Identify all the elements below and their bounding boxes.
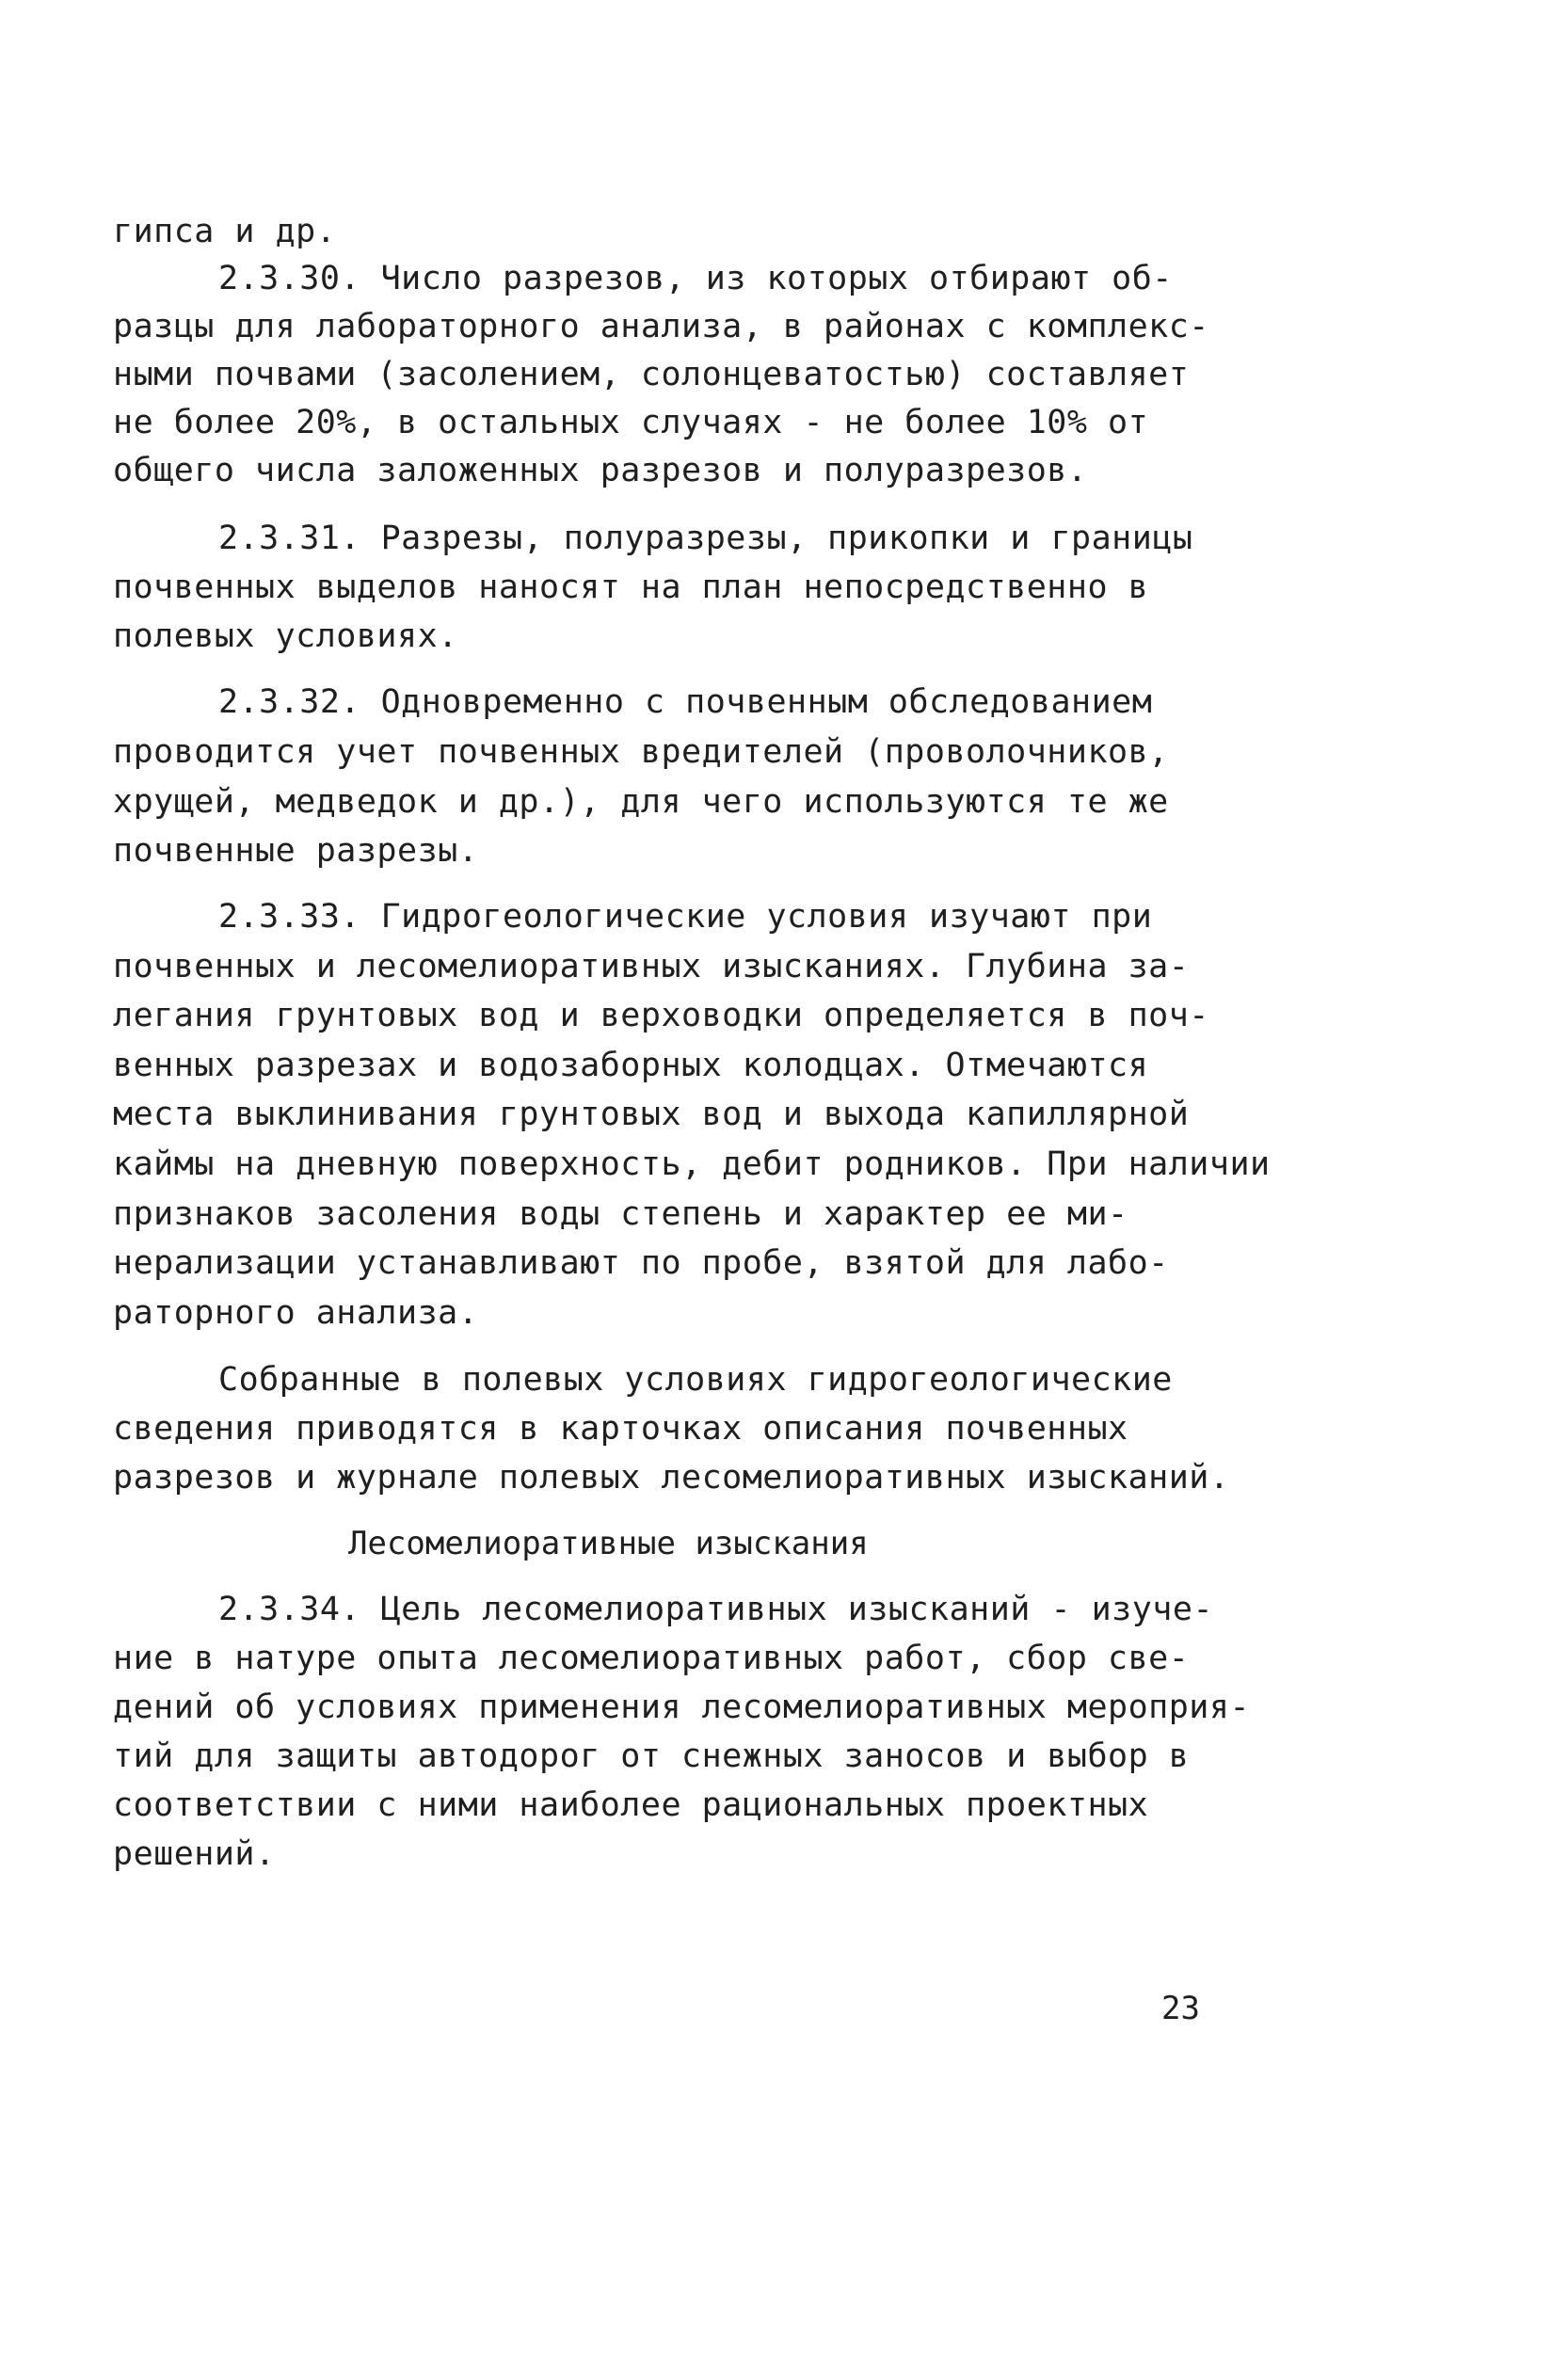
text-line: нерализации устанавливают по пробе, взятой для лабо- [113,1244,1169,1282]
paragraph-start-line: Собранные в полевых условиях гидрогеологические [218,1361,1173,1399]
section-2-3-31-line: 2.3.31. Разрезы, полуразрезы, прикопки и границы [218,520,1193,557]
text-line: почвенные разрезы. [113,832,479,870]
text-line: полевых условиях. [113,617,458,655]
text-line: хрущей, медведок и др.), для чего используются те же [113,783,1169,821]
text-line: венных разрезах и водозаборных колодцах. Отмечаются [113,1047,1149,1084]
text-line: гипса и др. [113,213,337,250]
text-line: легания грунтовых вод и верховодки определяется в поч- [113,997,1209,1034]
text-line: почвенных и лесомелиоративных изысканиях. Глубина за- [113,948,1190,985]
text-line: общего числа заложенных разрезов и полуразрезов. [113,452,1088,489]
text-line: места выклинивания грунтовых вод и выхода капиллярной [113,1096,1190,1133]
text-line: ными почвами (засолением, солонцеватостью) составляет [113,356,1190,393]
section-2-3-33-line: 2.3.33. Гидрогеологические условия изучают при [218,898,1153,936]
section-heading: Лесомелиоративные изыскания [348,1525,869,1562]
section-2-3-34-line: 2.3.34. Цель лесомелиоративных изысканий - изуче- [218,1591,1214,1628]
text-line: проводится учет почвенных вредителей (проволочников, [113,733,1169,771]
text-line: каймы на дневную поверхность, дебит родников. При наличии [113,1145,1271,1183]
text-line: разрезов и журнале полевых лесомелиоративных изысканий. [113,1459,1230,1497]
text-line: соответствии с ними наиболее рациональных проектных [113,1786,1149,1824]
text-line: раторного анализа. [113,1294,479,1332]
text-line: разцы для лабораторного анализа, в районах с комплекс- [113,308,1209,345]
text-line: ние в натуре опыта лесомелиоративных работ, сбор све- [113,1640,1190,1677]
text-line: дений об условиях применения лесомелиоративных мероприя- [113,1689,1251,1726]
section-2-3-30-line: 2.3.30. Число разрезов, из которых отбирают об- [218,260,1173,297]
text-line: сведения приводятся в карточках описания почвенных [113,1410,1128,1448]
text-line: не более 20%, в остальных случаях - не более 10% от [113,404,1149,441]
page-number: 23 [1161,1990,1200,2027]
section-2-3-32-line: 2.3.32. Одновременно с почвенным обследованием [218,683,1153,721]
text-line: решений. [113,1835,276,1873]
text-line: признаков засоления воды степень и характер ее ми- [113,1195,1128,1233]
text-line: почвенных выделов наносят на план непосредственно в [113,568,1149,606]
text-line: тий для защиты автодорог от снежных заносов и выбор в [113,1737,1190,1775]
